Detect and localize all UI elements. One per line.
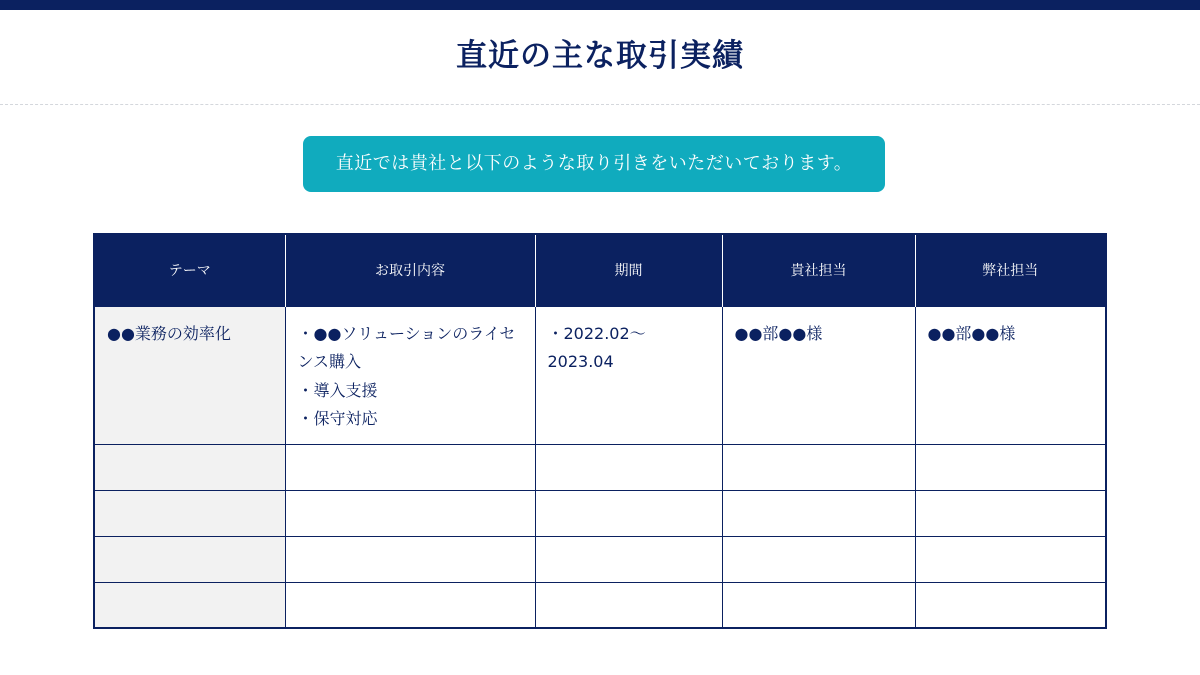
header-period: 期間 xyxy=(535,234,722,306)
cell-details xyxy=(285,582,535,628)
cell-client-contact xyxy=(722,536,915,582)
table-row xyxy=(94,444,1106,490)
detail-line: ・●●ソリューションのライセンス購入 xyxy=(297,323,516,371)
cell-period xyxy=(535,490,722,536)
cell-theme xyxy=(94,582,285,628)
table-row xyxy=(94,582,1106,628)
cell-our-contact xyxy=(915,582,1106,628)
cell-client-contact: ●●部●●様 xyxy=(722,306,915,444)
intro-callout: 直近では貴社と以下のような取り引きをいただいております。 xyxy=(303,136,885,192)
header-details: お取引内容 xyxy=(285,234,535,306)
cell-theme xyxy=(94,536,285,582)
header-client-contact: 貴社担当 xyxy=(722,234,915,306)
cell-our-contact xyxy=(915,536,1106,582)
detail-line: ・保守対応 xyxy=(297,409,378,428)
table-header-row xyxy=(94,234,1106,306)
cell-theme xyxy=(94,490,285,536)
cell-period xyxy=(535,536,722,582)
cell-details xyxy=(285,536,535,582)
top-accent-bar xyxy=(0,0,1200,10)
cell-our-contact xyxy=(915,490,1106,536)
cell-theme xyxy=(94,444,285,490)
cell-details xyxy=(285,306,535,444)
cell-client-contact xyxy=(722,490,915,536)
header-our-contact: 弊社担当 xyxy=(915,234,1106,306)
cell-client-contact xyxy=(722,444,915,490)
cell-details xyxy=(285,444,535,490)
page-title: 直近の主な取引実績 xyxy=(456,38,744,74)
cell-our-contact xyxy=(915,444,1106,490)
cell-client-contact xyxy=(722,582,915,628)
header-theme: テーマ xyxy=(94,234,285,306)
cell-our-contact: ●●部●●様 xyxy=(915,306,1106,444)
detail-line: ・導入支援 xyxy=(297,380,378,400)
cell-period xyxy=(535,582,722,628)
table-row xyxy=(94,536,1106,582)
cell-details xyxy=(285,490,535,536)
cell-period: ・2022.02～2023.04 xyxy=(535,306,722,444)
cell-period xyxy=(535,444,722,490)
table-row xyxy=(94,306,1106,444)
table-row xyxy=(94,490,1106,536)
transaction-table xyxy=(93,233,1107,629)
cell-theme: ●●業務の効率化 xyxy=(94,306,285,444)
title-divider xyxy=(0,104,1200,105)
